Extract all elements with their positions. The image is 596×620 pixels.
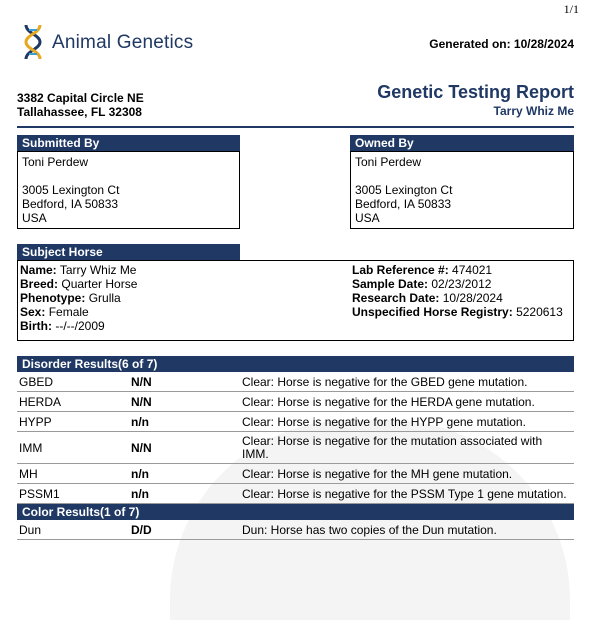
test-description: Clear: Horse is negative for the PSSM Type 1 gene mutation. [242,487,567,501]
test-result: N/N [131,441,152,455]
test-result: N/N [131,375,152,389]
test-result: n/n [131,487,149,501]
owned-by-heading: Owned By [350,135,574,151]
breed-value: Quarter Horse [61,277,138,291]
submitted-by-street: 3005 Lexington Ct [22,183,120,197]
table-row [17,464,574,484]
subject-left-column [20,263,137,333]
owned-by-city: Bedford, IA 50833 [355,197,452,211]
sex-value: Female [48,305,89,319]
generated-date: Generated on: 10/28/2024 [429,37,574,51]
test-description: Clear: Horse is negative for the HERDA gene mutation. [242,395,535,409]
table-row [17,372,574,392]
field-label: Research Date: [352,291,440,305]
sample-date-value: 02/23/2012 [431,277,492,291]
disorder-results-heading: Disorder Results(6 of 7) [17,356,574,372]
table-row [17,520,574,540]
field-label: Name: [20,263,57,277]
field-label: Unspecified Horse Registry: [352,305,513,319]
test-name: PSSM1 [19,487,60,501]
test-name: HYPP [19,415,52,429]
brand-name: Animal Genetics [52,32,194,53]
test-result: N/N [131,395,152,409]
lab-address [17,91,144,119]
subject-horse-heading: Subject Horse [17,244,240,260]
field-label: Phenotype: [20,291,86,305]
report-horse-name: Tarry Whiz Me [493,104,574,118]
submitted-by-city: Bedford, IA 50833 [22,197,119,211]
report-title: Genetic Testing Report [377,82,574,102]
owned-by-street: 3005 Lexington Ct [355,183,453,197]
research-date-value: 10/28/2024 [442,291,503,305]
test-result: D/D [131,523,152,537]
registry-value: 5220613 [516,305,563,319]
table-row [17,432,574,464]
lab-reference-value: 474021 [452,263,493,277]
test-description: Clear: Horse is negative for the HYPP gene mutation. [242,415,526,429]
test-name: IMM [19,441,43,455]
dna-logo-icon [20,23,46,61]
table-row [17,484,574,504]
subject-horse-box [17,260,574,341]
owned-by-box [350,151,574,229]
submitted-by-box [17,151,240,229]
field-label: Sex: [20,305,46,319]
test-description: Clear: Horse is negative for the MH gene mutation. [242,467,513,481]
field-label: Breed: [20,277,59,291]
test-name: GBED [19,375,54,389]
subject-right-column [352,263,563,319]
field-label: Birth: [20,319,52,333]
submitted-by-country: USA [22,211,47,225]
test-name: MH [19,467,38,481]
table-row [17,392,574,412]
test-result: n/n [131,415,149,429]
test-description: Clear: Horse is negative for the mutation associated with IMM. [242,434,543,461]
color-results-heading: Color Results(1 of 7) [17,504,574,520]
page-number: 1/1 [563,2,579,16]
table-row [17,412,574,432]
test-name: Dun [19,523,42,537]
owned-by-country: USA [355,211,380,225]
test-description: Dun: Horse has two copies of the Dun mutation. [242,523,497,537]
horse-name-value: Tarry Whiz Me [59,263,137,277]
test-result: n/n [131,467,149,481]
submitted-by-heading: Submitted By [17,135,240,151]
phenotype-value: Grulla [88,291,121,305]
owned-by-name: Toni Perdew [355,155,422,169]
address-line-1: 3382 Capital Circle NE [17,91,144,105]
test-name: HERDA [19,395,62,409]
submitted-by-name: Toni Perdew [22,155,89,169]
test-description: Clear: Horse is negative for the GBED gene mutation. [242,375,528,389]
address-line-2: Tallahassee, FL 32308 [17,105,142,119]
field-label: Lab Reference #: [352,263,449,277]
header-divider [17,126,574,128]
birth-value: --/--/2009 [55,319,105,333]
field-label: Sample Date: [352,277,429,291]
